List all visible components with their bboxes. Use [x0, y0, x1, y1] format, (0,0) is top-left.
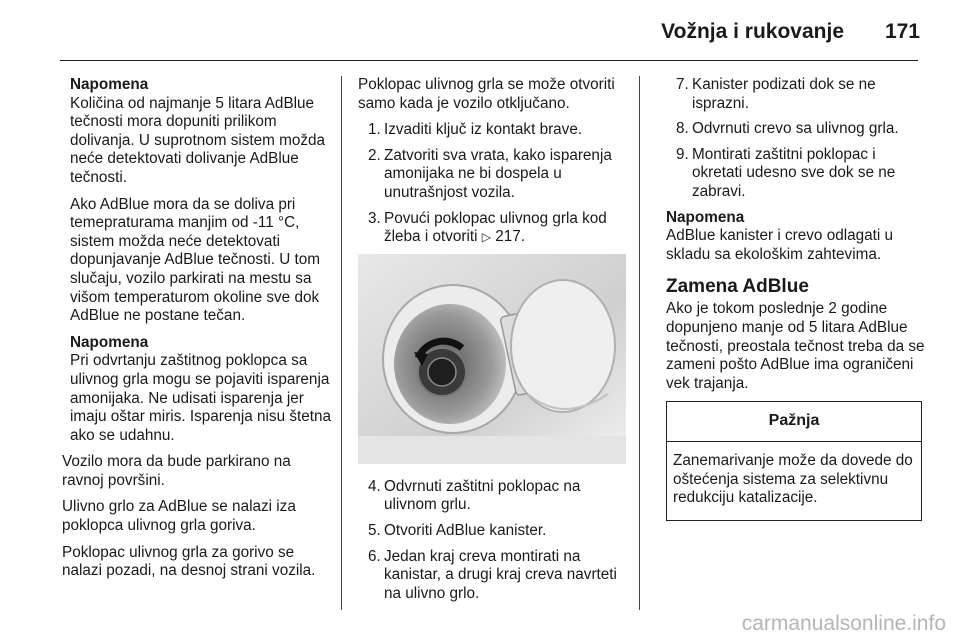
step-number: 4.	[368, 477, 381, 495]
list-item	[358, 548, 628, 604]
column-middle	[358, 76, 628, 610]
section-heading: Zamena AdBlue	[666, 276, 809, 298]
column-right	[666, 76, 926, 521]
note-paragraph: Količina od najmanje 5 litara AdBlue tečnosti mora dopuniti prilikom dolivanja. U suprotnom sistem možda neće detektovati dolivanje AdBlue tečnosti.	[70, 94, 326, 186]
page-header	[0, 0, 960, 62]
step-number: 8.	[676, 120, 689, 138]
step-text: Zatvoriti sva vrata, kako isparenja amonijaka ne bi dospela u unutrašnjost vozila.	[384, 146, 612, 201]
warning-box	[666, 401, 922, 520]
body-paragraph: Poklopac ulivnog grla za gorivo se nalazi pozadi, na desnoj strani vozila.	[62, 543, 316, 580]
chapter-title: Vožnja i rukovanje	[661, 20, 844, 43]
step-number: 1.	[368, 121, 381, 139]
list-item	[666, 146, 926, 202]
note-block-2	[62, 334, 332, 446]
step-number: 5.	[368, 521, 381, 539]
step-number: 2.	[368, 146, 381, 164]
list-item	[358, 478, 628, 515]
body-paragraph: Ulivno grlo za AdBlue se nalazi iza poklopca ulivnog grla goriva.	[62, 498, 296, 535]
step-number: 3.	[368, 209, 381, 227]
step-text: Izvaditi ključ iz kontakt brave.	[384, 121, 583, 139]
step-number: 9.	[676, 145, 689, 163]
header-divider	[60, 60, 918, 61]
column-divider-1	[341, 76, 342, 610]
list-item	[358, 210, 628, 247]
fuel-flap-photo	[358, 254, 626, 464]
column-divider-2	[639, 76, 640, 610]
column-left	[62, 76, 332, 589]
note-title: Napomena	[70, 333, 149, 351]
note-title: Napomena	[666, 208, 745, 226]
list-item	[666, 120, 926, 139]
warning-text: Zanemarivanje može da dovede do oštećenja sistema za selektivnu redukciju katalizacije.	[673, 451, 913, 507]
note-paragraph: AdBlue kanister i crevo odlagati u skladu sa ekološkim zahtevima.	[666, 227, 894, 263]
step-text: Otvoriti AdBlue kanister.	[384, 521, 547, 539]
note-paragraph: Pri odvrtanju zaštitnog poklopca sa ulivnog grla mogu se pojaviti isparenja amonijaka. Ne udisati isparenja jer imaju oštar miris. Isparenja nisu štetna ako se udahnu.	[70, 352, 332, 444]
step-text: Kanister podizati dok se ne isprazni.	[692, 76, 876, 112]
list-item	[358, 147, 628, 203]
page-reference-icon: ▷	[481, 230, 492, 245]
note-block-3	[666, 209, 926, 265]
section-paragraph: Ako je tokom poslednje 2 godine dopunjeno manje od 5 litara AdBlue tečnosti, preostala tečnost treba da se zameni pošto AdBlue ima ograničeni vek trajanja.	[666, 300, 925, 392]
note-title: Napomena	[70, 76, 149, 93]
list-item	[358, 522, 628, 541]
step-number: 7.	[676, 76, 689, 93]
step-text: Montirati zaštitni poklopac i okretati udesno sve dok se ne zabravi.	[692, 145, 896, 200]
steps-list-a	[358, 121, 628, 247]
page-reference[interactable]: 217.	[495, 228, 526, 246]
intro-paragraph: Poklopac ulivnog grla se može otvoriti samo kada je vozilo otključano.	[358, 76, 615, 112]
step-text: Odvrnuti crevo sa ulivnog grla.	[692, 120, 899, 138]
steps-list-b	[358, 478, 628, 604]
step-text: Povući poklopac ulivnog grla kod žleba i otvoriti	[384, 209, 607, 246]
list-item	[358, 121, 628, 140]
list-item	[666, 76, 926, 113]
watermark: carmanualsonline.info	[741, 612, 946, 635]
warning-title: Pažnja	[667, 402, 921, 442]
note-block-1	[62, 76, 332, 326]
steps-list-c	[666, 76, 926, 202]
page-number: 171	[884, 20, 920, 43]
body-paragraph: Vozilo mora da bude parkirano na ravnoj površini.	[62, 453, 291, 489]
note-paragraph: Ako AdBlue mora da se doliva pri temepraturama manjim od -11 °C, sistem možda neće detektovati dopunjavanje AdBlue tečnosti. U tom slučaju, vozilo parkirati na mestu sa višom temperaturom okoline sve dok AdBlue ne postane tečan.	[70, 195, 321, 325]
step-number: 6.	[368, 547, 381, 565]
step-text: Odvrnuti zaštitni poklopac na ulivnom grlu.	[384, 477, 581, 514]
step-text: Jedan kraj creva montirati na kanistar, a drugi kraj creva navrteti na ulivno grlo.	[384, 547, 617, 602]
